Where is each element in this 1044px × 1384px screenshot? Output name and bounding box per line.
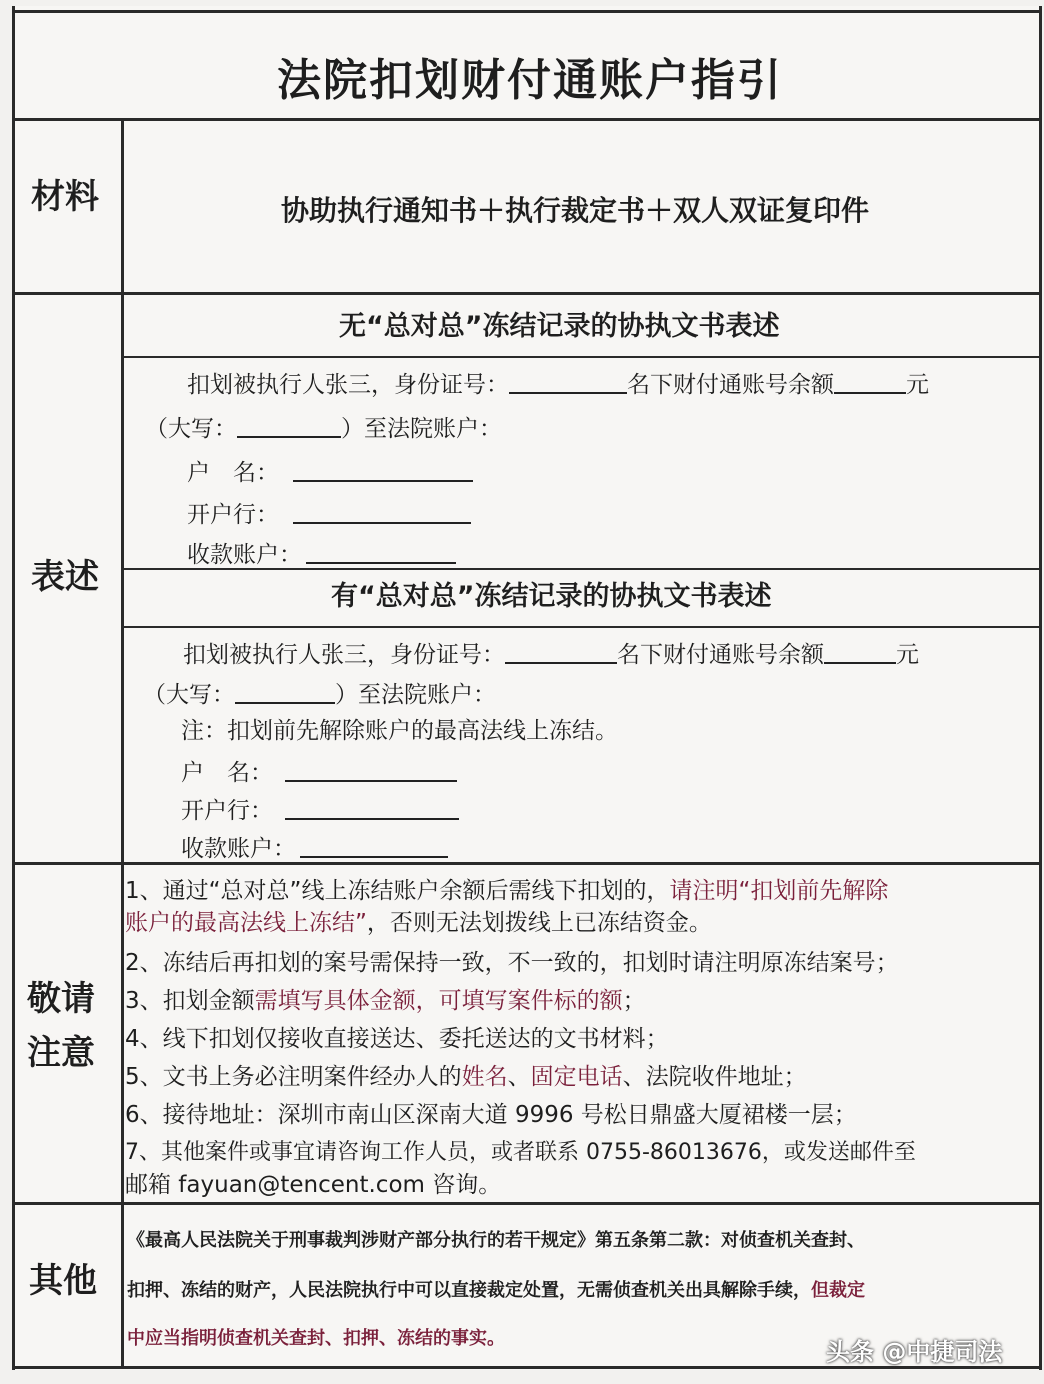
with-record-line2 <box>143 678 496 710</box>
statement-heading-1-divider <box>123 356 1039 358</box>
with-record-line2-a: （大写： <box>143 682 235 708</box>
with-record-line2-b: ）至法院账户： <box>335 682 496 708</box>
other-line-2-a: 扣押、冻结的财产，人民法院执行中可以直接裁定处置，无需侦查机关出具解除手续， <box>127 1280 811 1301</box>
capital-amount-blank <box>237 412 341 438</box>
bank-label: 开户行： <box>187 502 279 528</box>
notice-item-1-cont <box>125 908 712 938</box>
notice-item-4: 4、线下扣划仅接收直接送达、委托送达的文书材料； <box>125 1026 669 1052</box>
notice-item-3 <box>125 986 646 1016</box>
with-record-line1-c: 元 <box>896 642 919 668</box>
notice-item-3-c: ； <box>622 988 646 1014</box>
other-line-1: 《最高人民法院关于刑事裁判涉财产部分执行的若干规定》第五条第二款：对侦查机关查封、 <box>127 1230 865 1251</box>
notice-item-6: 6、接待地址：深圳市南山区深南大道 9996 号松日鼎盛大厦裙楼一层； <box>125 1102 857 1128</box>
statement-heading-2-divider <box>123 626 1039 628</box>
no-record-line1-b: 名下财付通账号余额 <box>627 372 834 398</box>
other-line-2-b: 但裁定 <box>811 1280 865 1301</box>
notice-item-7-cont: 邮箱 fayuan@tencent.com 咨询。 <box>125 1172 502 1198</box>
notice-item-1-c: 账户的最高法线上冻结” <box>125 910 367 936</box>
no-record-line2 <box>145 412 502 444</box>
no-record-line1-a: 扣划被执行人张三，身份证号： <box>187 372 509 398</box>
title-divider <box>15 118 1039 121</box>
receiving-account-label: 收款账户： <box>187 542 302 568</box>
notice-item-1-a: 1、通过“总对总”线上冻结账户余额后需线下扣划的， <box>125 878 670 904</box>
notice-label <box>27 972 95 1080</box>
notice-item-2: 2、冻结后再扣划的案号需保持一致，不一致的，扣划时请注明原冻结案号； <box>125 950 899 976</box>
account-name-label: 户 名： <box>187 460 279 486</box>
receiving-account-label-2: 收款账户： <box>181 836 296 862</box>
balance-blank-2 <box>824 638 896 664</box>
receiving-account-blank <box>306 538 456 564</box>
notice-label-line1: 敬请 <box>27 979 95 1019</box>
with-record-line1 <box>183 638 919 670</box>
no-record-bank <box>187 498 471 530</box>
notice-label-line2: 注意 <box>27 1033 95 1073</box>
other-line-3: 中应当指明侦查机关查封、扣押、冻结的事实。 <box>127 1328 505 1349</box>
notice-item-5-a: 5、文书上务必注明案件经办人的 <box>125 1064 462 1090</box>
notice-item-3-b: 需填写具体金额，可填写案件标的额 <box>254 988 623 1014</box>
account-name-label-2: 户 名： <box>181 760 273 786</box>
receiving-account-blank-2 <box>300 832 448 858</box>
label-column-divider <box>121 118 124 1368</box>
other-label: 其他 <box>29 1261 97 1301</box>
no-record-line2-a: （大写： <box>145 416 237 442</box>
bank-blank <box>293 498 471 524</box>
account-name-blank-2 <box>285 756 457 782</box>
notice-item-5-d: 固定电话 <box>530 1064 623 1090</box>
with-record-line1-a: 扣划被执行人张三，身份证号： <box>183 642 505 668</box>
notice-item-1-d: ，否则无法划拨线上已冻结资金。 <box>366 910 712 936</box>
no-record-line1 <box>187 368 929 400</box>
statement-divider <box>15 862 1039 865</box>
guide-document <box>12 6 1042 1370</box>
materials-text: 协助执行通知书＋执行裁定书＋双人双证复印件 <box>281 194 870 227</box>
notice-item-1-b: 请注明“扣划前先解除 <box>669 878 889 904</box>
materials-label: 材料 <box>31 177 99 217</box>
notice-item-5-e: 、法院收件地址； <box>622 1064 807 1090</box>
watermark: 头条 @中捷司法 <box>826 1338 1003 1366</box>
notice-item-5-b: 姓名 <box>461 1064 508 1090</box>
notice-item-7: 7、其他案件或事宜请咨询工作人员，或者联系 0755-86013676，或发送邮件至 <box>125 1140 916 1165</box>
no-record-line2-b: ）至法院账户： <box>341 416 502 442</box>
top-border <box>15 10 1039 13</box>
statement-label: 表述 <box>31 557 99 597</box>
notice-divider <box>15 1202 1039 1205</box>
no-record-account-name <box>187 456 473 488</box>
with-record-note: 注：扣划前先解除账户的最高法线上冻结。 <box>181 718 618 744</box>
with-record-heading: 有“总对总”冻结记录的协执文书表述 <box>331 581 772 612</box>
page-title: 法院扣划财付通账户指引 <box>277 55 783 106</box>
no-record-heading: 无“总对总”冻结记录的协执文书表述 <box>339 311 780 342</box>
no-record-line1-c: 元 <box>906 372 929 398</box>
balance-blank <box>834 368 906 394</box>
capital-amount-blank-2 <box>235 678 335 704</box>
materials-divider <box>15 292 1039 295</box>
no-record-receiving-account <box>187 538 456 570</box>
other-line-2 <box>127 1278 865 1304</box>
notice-item-5 <box>125 1062 807 1092</box>
with-record-line1-b: 名下财付通账号余额 <box>617 642 824 668</box>
with-record-bank <box>181 794 459 826</box>
notice-item-5-c: 、 <box>507 1064 531 1090</box>
with-record-account-name <box>181 756 457 788</box>
id-number-blank-2 <box>505 638 617 664</box>
id-number-blank <box>509 368 627 394</box>
notice-item-3-a: 3、扣划金额 <box>125 988 255 1014</box>
notice-item-1 <box>125 876 888 906</box>
account-name-blank <box>293 456 473 482</box>
bank-label-2: 开户行： <box>181 798 273 824</box>
with-record-receiving-account <box>181 832 448 864</box>
bank-blank-2 <box>285 794 459 820</box>
